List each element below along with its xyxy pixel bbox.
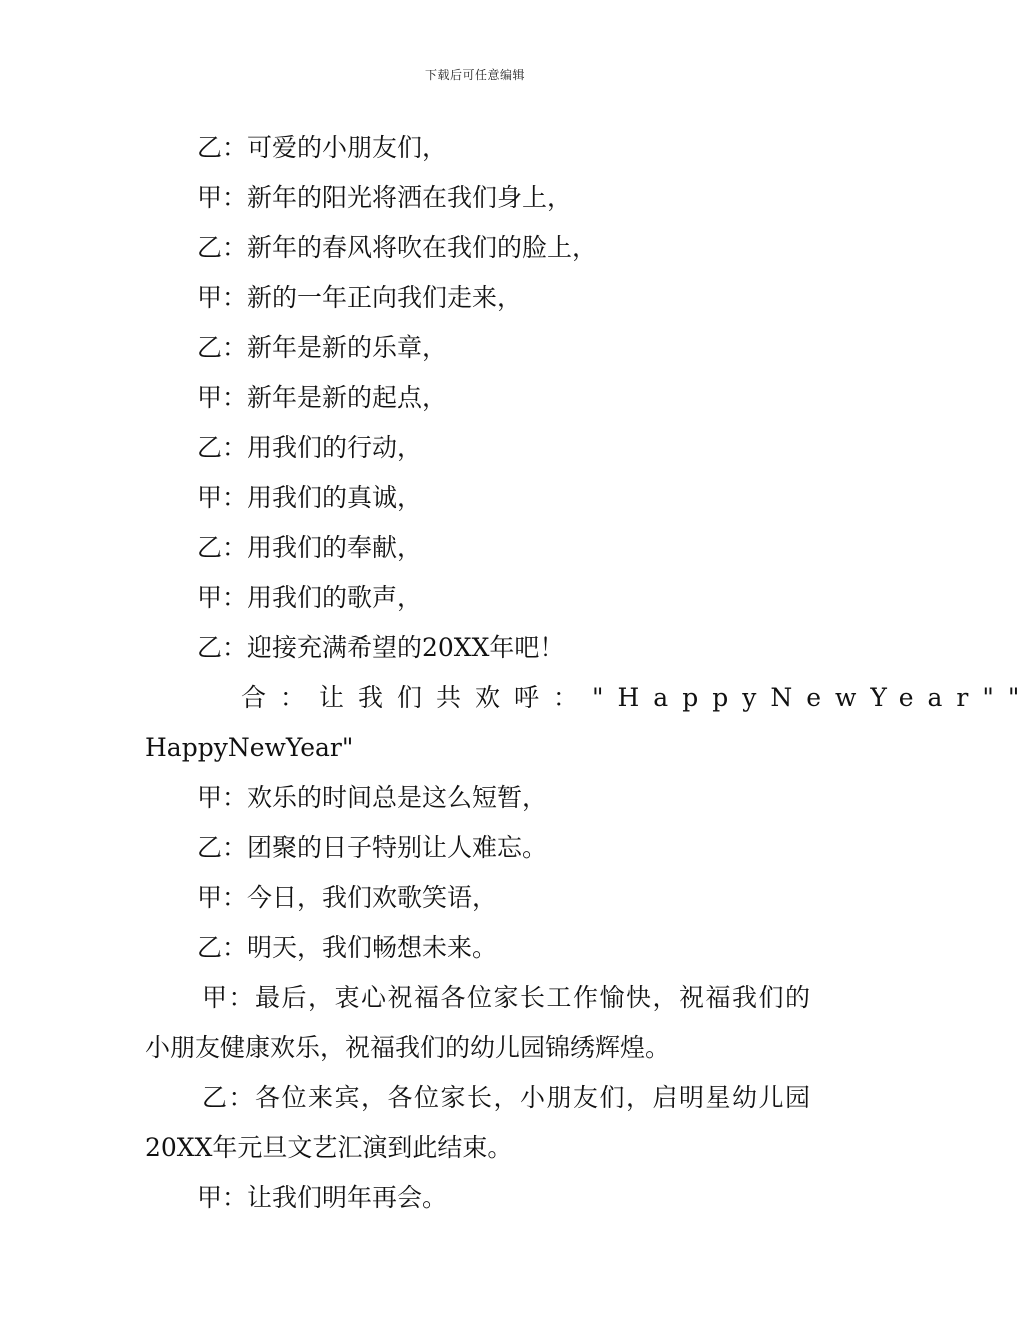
dialogue-line: 甲：新年的阳光将洒在我们身上，: [197, 183, 573, 212]
dialogue-line: 甲：今日，我们欢歌笑语，: [197, 883, 498, 912]
page-header: 下载后可任意编辑: [424, 68, 525, 82]
dialogue-line: 乙：用我们的奉献，: [197, 533, 423, 562]
dialogue-line: 甲：新的一年正向我们走来，: [197, 283, 523, 312]
dialogue-line: 甲：让我们明年再会。: [197, 1183, 448, 1212]
dialogue-line-continuation: 20XX年元旦文艺汇演到此结束。: [145, 1133, 513, 1162]
dialogue-line: 甲：最后，衷心祝福各位家长工作愉快，祝福我们的: [202, 983, 812, 1012]
dialogue-line: 乙：团聚的日子特别让人难忘。: [197, 833, 548, 862]
dialogue-line-continuation: 小朋友健康欢乐，祝福我们的幼儿园锦绣辉煌。: [145, 1033, 671, 1062]
dialogue-line: 乙：各位来宾，各位家长，小朋友们，启明星幼儿园: [202, 1083, 812, 1112]
chorus-line-continuation: HappyNewYear": [145, 733, 354, 762]
dialogue-line: 乙：用我们的行动，: [197, 433, 423, 462]
chorus-line: 合：让我们共欢呼："HappyNewYear"": [241, 683, 1033, 712]
dialogue-line: 乙：可爱的小朋友们，: [197, 133, 448, 162]
dialogue-line: 乙：新年的春风将吹在我们的脸上，: [197, 233, 598, 262]
document-body: [145, 130, 1033, 1230]
dialogue-line: 甲：新年是新的起点，: [197, 383, 448, 412]
dialogue-line: 乙：明天，我们畅想未来。: [197, 933, 498, 962]
dialogue-line: 甲：用我们的歌声，: [197, 583, 423, 612]
dialogue-line: 乙：新年是新的乐章，: [197, 333, 448, 362]
dialogue-line: 甲：用我们的真诚，: [197, 483, 423, 512]
dialogue-line: 甲：欢乐的时间总是这么短暂，: [197, 783, 548, 812]
dialogue-line: 乙：迎接充满希望的20XX年吧！: [197, 633, 565, 662]
